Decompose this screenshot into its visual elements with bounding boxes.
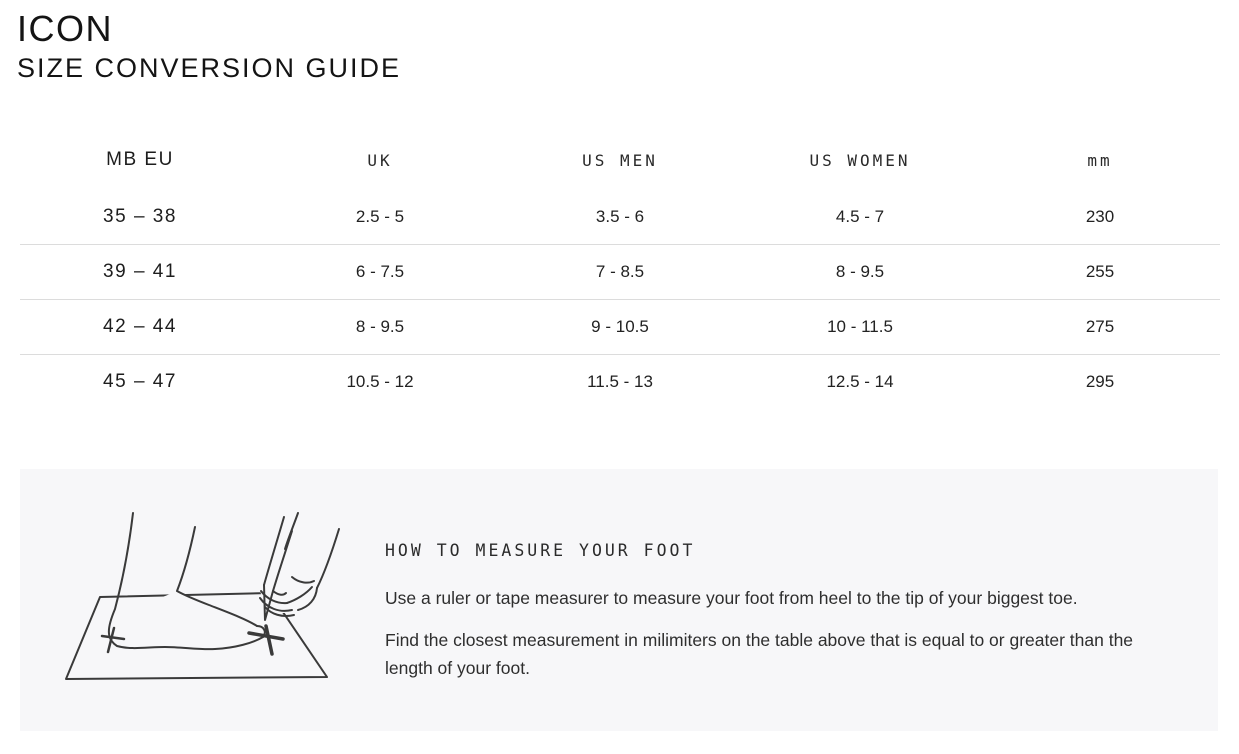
- foot-measuring-illustration: [20, 479, 380, 719]
- table-cell-us-women: 10 - 11.5: [827, 317, 893, 336]
- size-conversion-table: [20, 130, 1220, 409]
- table-cell-eu: 42 – 44: [103, 316, 177, 337]
- table-header-row: [20, 130, 1220, 190]
- table-cell-uk: 2.5 - 5: [355, 207, 405, 226]
- table-cell-mm: 255: [1085, 262, 1115, 281]
- table-cell-eu: 45 – 47: [103, 371, 177, 392]
- table-cell-mm: 295: [1085, 372, 1115, 391]
- brand-title: ICON: [17, 8, 113, 49]
- table-cell-uk: 10.5 - 12: [346, 372, 414, 391]
- hand-silhouette: [260, 507, 358, 613]
- table-cell-us-women: 8 - 9.5: [835, 262, 885, 281]
- table-row: [20, 300, 1220, 355]
- table-cell-us-women: 4.5 - 7: [835, 207, 885, 226]
- measure-heading: HOW TO MEASURE YOUR FOOT: [385, 541, 696, 560]
- foot-silhouette: [109, 591, 265, 649]
- table-cell-us-men: 9 - 10.5: [591, 317, 649, 336]
- measure-instructions: [385, 541, 1185, 696]
- column-header-mm: mm: [1087, 150, 1113, 170]
- table-row: [20, 190, 1220, 245]
- table-cell-uk: 8 - 9.5: [355, 317, 405, 336]
- column-header-mb-eu: MB EU: [106, 149, 174, 170]
- column-header-us-men: US MEN: [582, 150, 658, 170]
- column-header-uk: UK: [367, 150, 393, 170]
- page-title: SIZE CONVERSION GUIDE: [17, 53, 402, 83]
- table-cell-mm: 275: [1085, 317, 1115, 336]
- table-cell-us-men: 7 - 8.5: [595, 262, 645, 281]
- table-cell-us-men: 3.5 - 6: [595, 207, 645, 226]
- table-cell-us-men: 11.5 - 13: [587, 372, 653, 391]
- measure-paragraph-1: Use a ruler or tape measurer to measure your foot from heel to the tip of your biggest toe.: [385, 588, 1078, 608]
- column-header-us-women: US WOMEN: [809, 150, 911, 170]
- table-cell-eu: 39 – 41: [103, 261, 177, 282]
- table-cell-us-women: 12.5 - 14: [826, 372, 894, 391]
- measure-paragraph-2: Find the closest measurement in milimiters on the table above that is equal to or greater than the length of your foot.: [385, 630, 1134, 678]
- table-row: [20, 355, 1220, 409]
- table-row: [20, 245, 1220, 300]
- table-cell-mm: 230: [1085, 207, 1115, 226]
- table-cell-uk: 6 - 7.5: [355, 262, 405, 281]
- how-to-measure-section: [20, 469, 1218, 731]
- table-cell-eu: 35 – 38: [103, 206, 177, 227]
